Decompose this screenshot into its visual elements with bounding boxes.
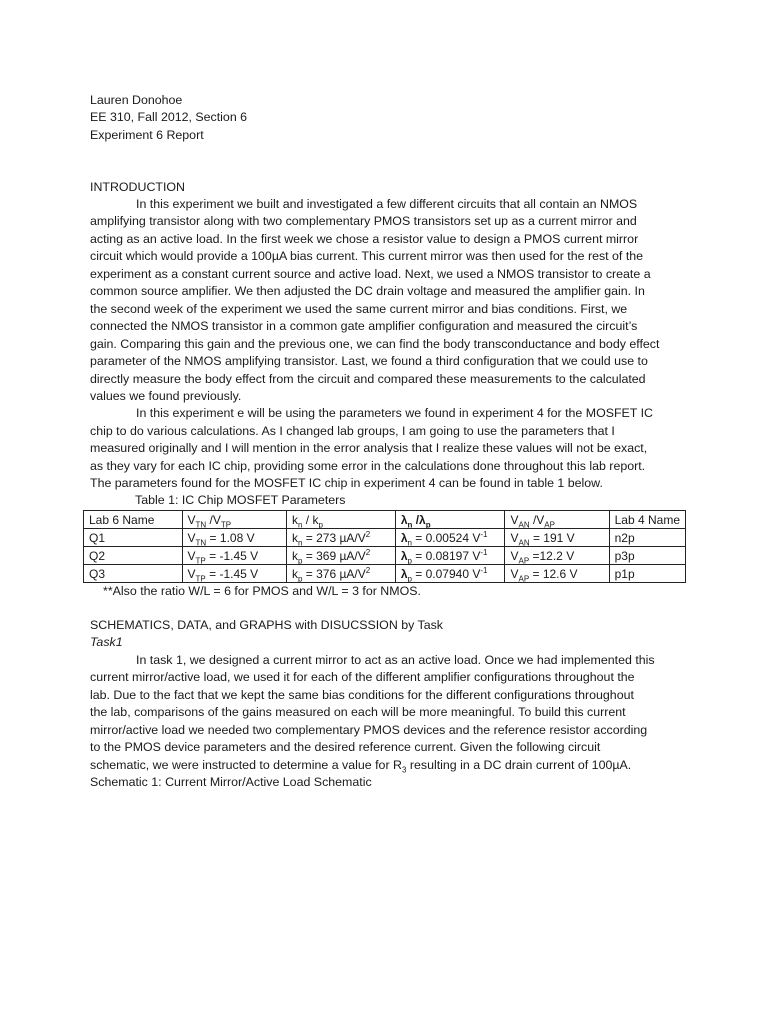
schematic-caption: Schematic 1: Current Mirror/Active Load Schematic xyxy=(90,775,372,789)
table-header-row xyxy=(84,511,686,529)
table-cell: p1p xyxy=(609,565,685,583)
intro-heading: INTRODUCTION xyxy=(90,180,185,194)
intro-line: gain. Comparing this gain and the previous one, we can find the body transconductance and body effect xyxy=(90,337,660,351)
intro-line: values we found previously. xyxy=(90,389,242,403)
mosfet-parameters-table xyxy=(83,510,686,583)
table-cell: $V_{AP} =12.2$ V xyxy=(505,547,609,565)
intro-line: acting as an active load. In the first week we chose a resistor value to design a PMOS current mirror xyxy=(90,232,639,246)
task-line: mirror/active load we needed two complementary PMOS devices and the reference resistor according xyxy=(90,723,648,737)
table-header-cell: $k_n / k_p$ xyxy=(287,511,396,529)
author-name: Lauren Donohoe xyxy=(90,93,183,107)
table-cell: $k_p = 369$ $\mu A/V^2$ xyxy=(287,547,396,565)
table-row xyxy=(84,547,686,565)
task-line: the lab, comparisons of the gains measured on each will be more meaningful. To build this current xyxy=(90,705,626,719)
intro-line: measured originally and I will mention in the error analysis that I realize these values will not be exact, xyxy=(90,441,648,455)
table-cell: $V_{AP} = 12.6$ V xyxy=(505,565,609,583)
intro-line: amplifying transistor along with two complementary PMOS transistors set up as a current mirror and xyxy=(90,214,637,228)
intro-line: common source amplifier. We then adjusted the DC drain voltage and measured the amplifier gain. In xyxy=(90,284,645,298)
table-cell: $k_p = 376$ $\mu A/V^2$ xyxy=(287,565,396,583)
intro-line: circuit which would provide a 100µA bias current. This current mirror was then used for the rest of the xyxy=(90,249,644,263)
course-info: EE 310, Fall 2012, Section 6 xyxy=(90,110,248,124)
intro-line: directly measure the body effect from the circuit and compared these measurements to the calculated xyxy=(90,372,646,386)
task-line: to the PMOS device parameters and the desired reference current. Given the following circuit xyxy=(90,740,601,754)
section-heading: SCHEMATICS, DATA, and GRAPHS with DISUCSSION by Task xyxy=(90,618,443,632)
table-cell: Q3 xyxy=(84,565,183,583)
table-cell: $\lambda_n = 0.00524$ $V^{-1}$ xyxy=(395,529,505,547)
table-caption: Table 1: IC Chip MOSFET Parameters xyxy=(135,493,346,507)
table-header-cell: Lab 4 Name xyxy=(609,511,685,529)
intro-line: connected the NMOS transistor in a common gate amplifier configuration and measured the circuit’s xyxy=(90,319,638,333)
table-header-cell: $V_{TN}$ $/V_{TP}$ xyxy=(182,511,286,529)
task-line: In task 1, we designed a current mirror to act as an active load. Once we had implemented this xyxy=(136,653,655,667)
table-cell: $\lambda_p = 0.08197$ $V^{-1}$ xyxy=(395,547,505,565)
table-cell: Q1 xyxy=(84,529,183,547)
table-row xyxy=(84,565,686,583)
intro-line: the second week of the experiment we used the same current mirror and bias conditions. First, we xyxy=(90,302,628,316)
table-cell: p3p xyxy=(609,547,685,565)
task-line: lab. Due to the fact that we kept the same bias conditions for the different configurations throughout xyxy=(90,688,634,702)
table-note: **Also the ratio W/L = 6 for PMOS and W/L = 3 for NMOS. xyxy=(103,584,421,598)
table-row xyxy=(84,529,686,547)
table-header-cell: $\lambda_n$ $/\lambda_p$ xyxy=(395,511,505,529)
table-cell: $V_{AN} = 191$ V xyxy=(505,529,609,547)
table-cell: $V_{TN} = 1.08$ V xyxy=(182,529,286,547)
table-header-cell: $V_{AN}$ $/V_{AP}$ xyxy=(505,511,609,529)
table-cell: $V_{TP} = -1.45$ V xyxy=(182,565,286,583)
table-cell: $\lambda_p = 0.07940$ $V^{-1}$ xyxy=(395,565,505,583)
task-label: Task1 xyxy=(90,635,123,649)
intro-line: In this experiment we built and investigated a few different circuits that all contain an NMOS xyxy=(136,197,638,211)
table-cell: $k_n = 273$ $\mu A/V^2$ xyxy=(287,529,396,547)
task-line: current mirror/active load, we used it for each of the different amplifier configurations throughout the xyxy=(90,670,635,684)
intro-line: The parameters found for the MOSFET IC chip in experiment 4 can be found in table 1 below. xyxy=(90,476,603,490)
table-header-cell: Lab 6 Name xyxy=(84,511,183,529)
intro-line: as they vary for each IC chip, providing some error in the calculations done throughout this lab report. xyxy=(90,459,646,473)
intro-line: In this experiment e will be using the parameters we found in experiment 4 for the MOSFET IC xyxy=(136,406,653,420)
intro-line: parameter of the NMOS amplifying transistor. Last, we found a third configuration that we could use to xyxy=(90,354,648,368)
intro-line: chip to do various calculations. As I changed lab groups, I am going to use the parameters that I xyxy=(90,424,615,438)
table-cell: n2p xyxy=(609,529,685,547)
table-cell: Q2 xyxy=(84,547,183,565)
table-cell: $V_{TP} = -1.45$ V xyxy=(182,547,286,565)
report-title: Experiment 6 Report xyxy=(90,128,204,142)
intro-line: experiment as a constant current source and active load. Next, we used a NMOS transistor to create a xyxy=(90,267,651,281)
task-line: schematic, we were instructed to determine a value for $R_3$ resulting in a DC drain current of 100µA. xyxy=(90,758,632,775)
